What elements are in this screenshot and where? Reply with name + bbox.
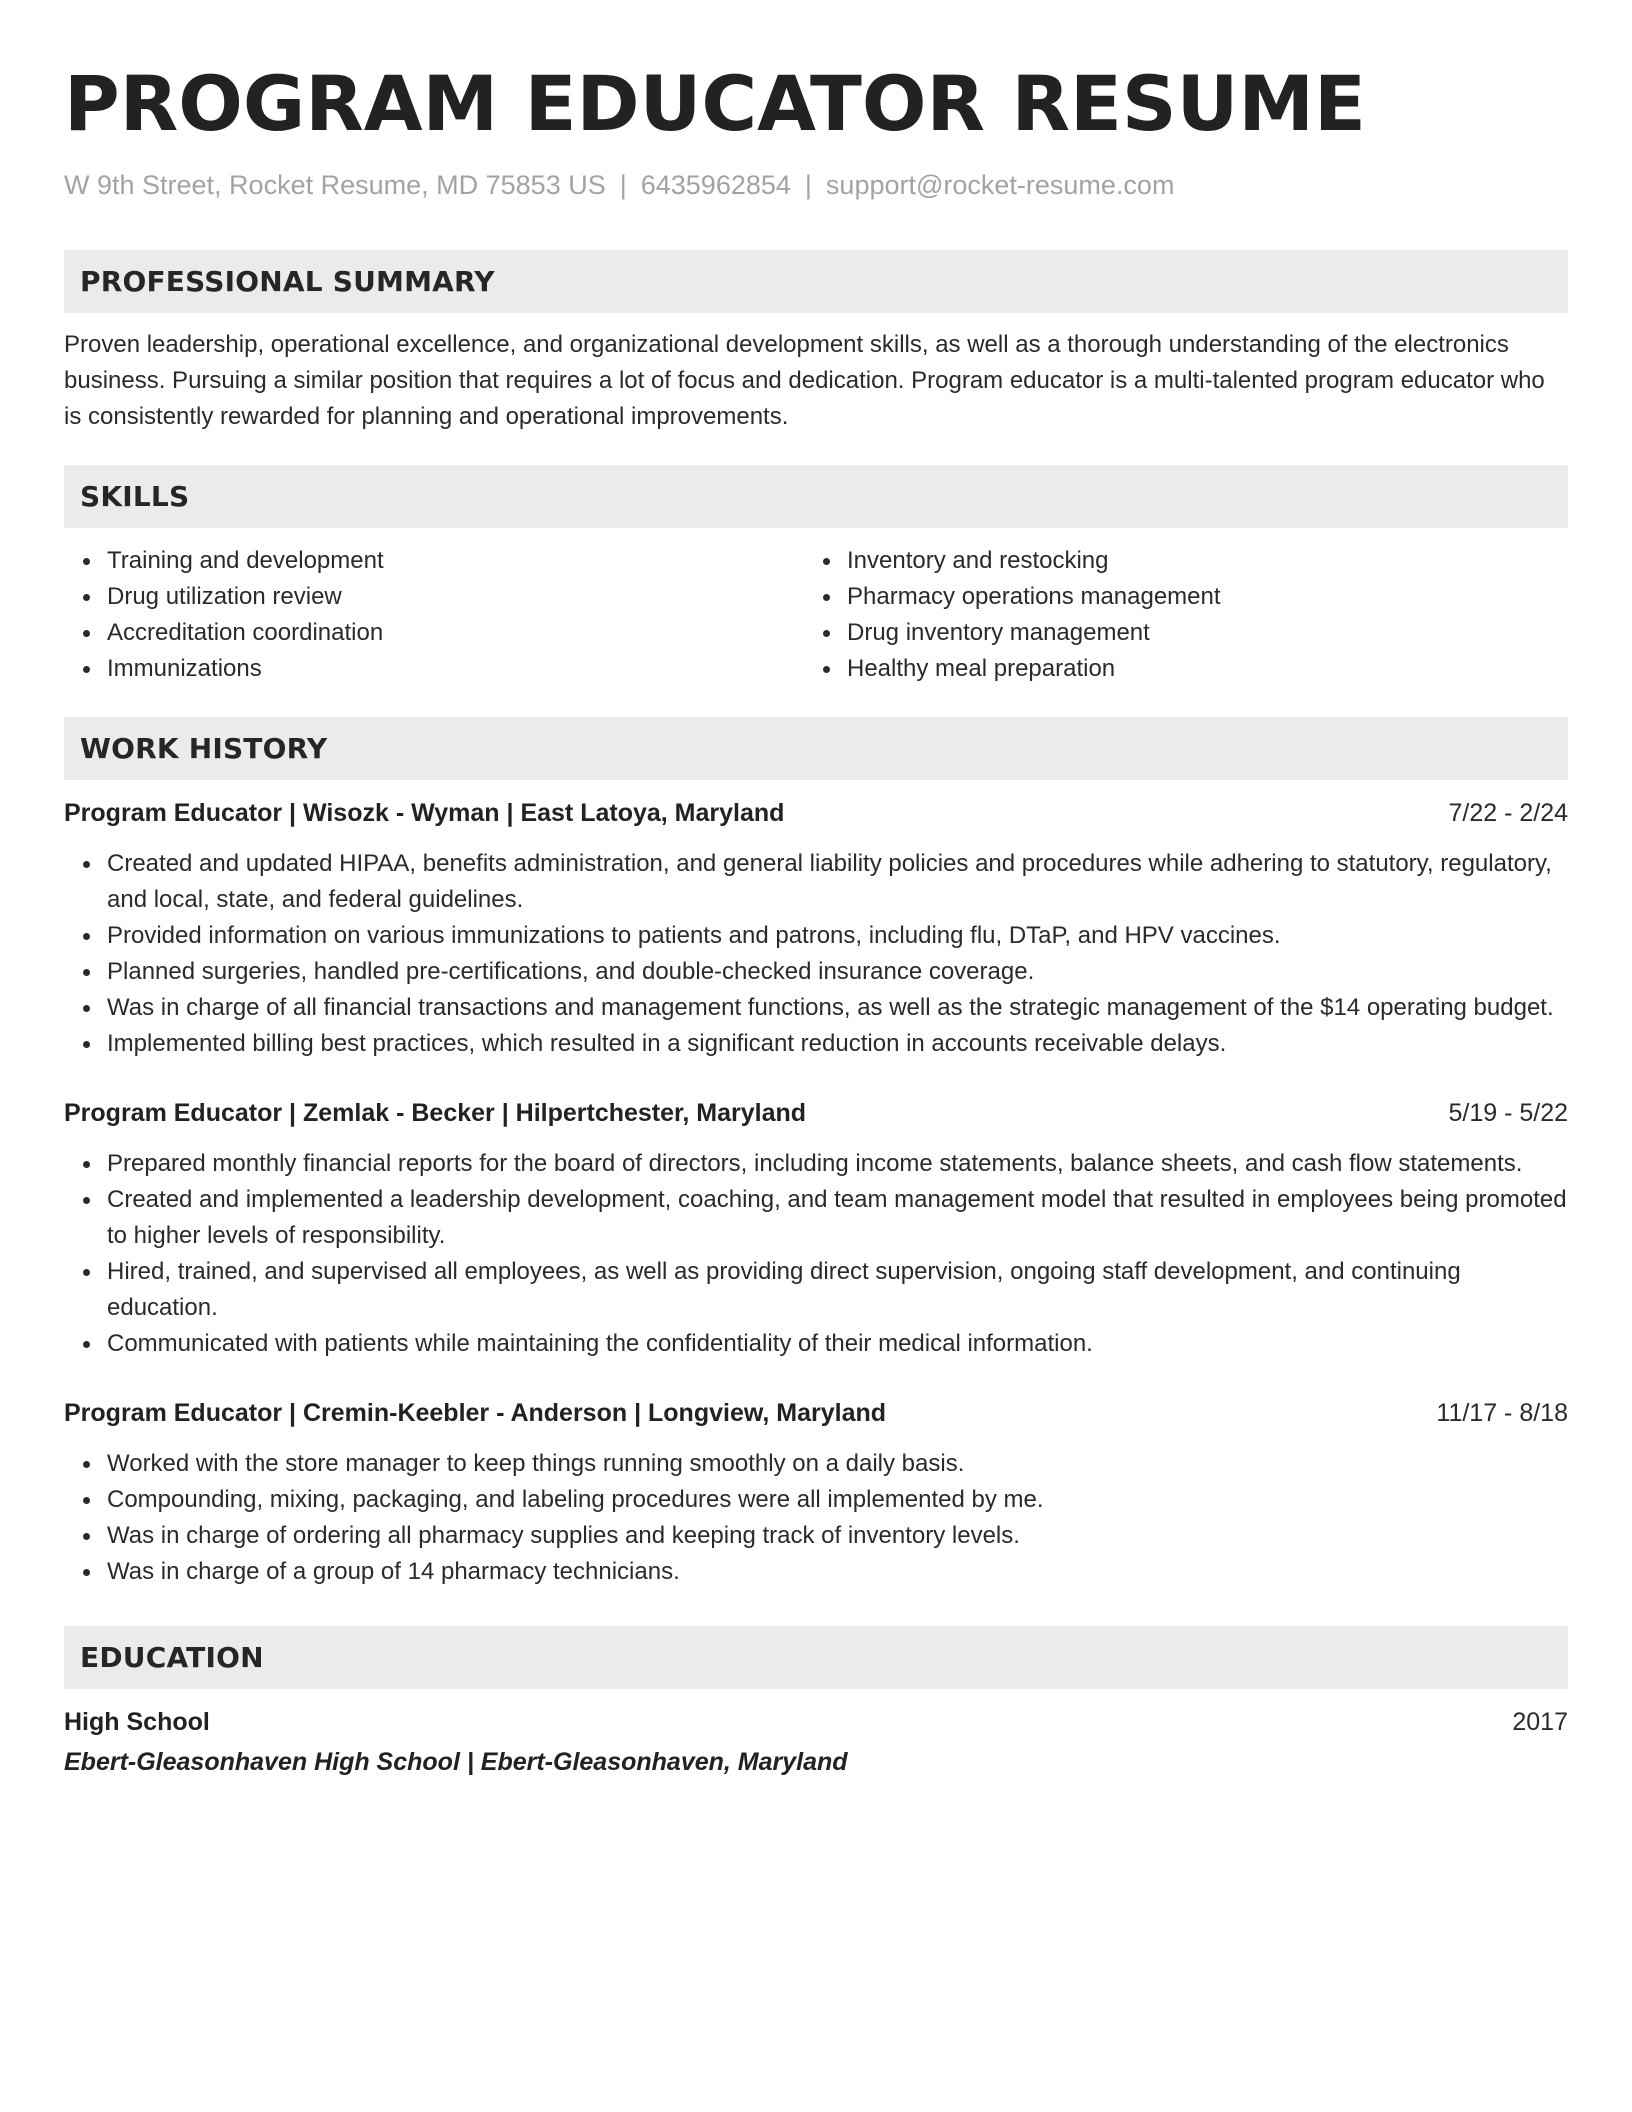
job-header [64, 1396, 1568, 1430]
skill-item: Inventory and restocking [847, 543, 1221, 579]
education-year: 2017 [1512, 1708, 1568, 1736]
job-duty: Created and updated HIPAA, benefits administration, and general liability policies and procedures while adhering to statutory, regulatory, and local, state, and federal guidelines. [107, 846, 1568, 918]
education-school: Ebert-Gleasonhaven High School | Ebert-Gleasonhaven, Maryland [64, 1748, 848, 1776]
job-duty: Worked with the store manager to keep things running smoothly on a daily basis. [107, 1446, 1568, 1482]
job-title: Program Educator | Wisozk - Wyman | East Latoya, Maryland [64, 799, 785, 827]
resume-title: PROGRAM EDUCATOR RESUME [64, 59, 1366, 148]
job-duty: Communicated with patients while maintaining the confidentiality of their medical information. [107, 1326, 1568, 1362]
job-entry [64, 1096, 1568, 1362]
skill-item: Training and development [107, 543, 804, 579]
job-entry [64, 796, 1568, 1062]
skills-list [64, 543, 1568, 687]
contact-separator: | [804, 170, 812, 200]
skills-column-left [64, 543, 804, 687]
job-header [64, 796, 1568, 830]
job-dates: 5/19 - 5/22 [1448, 1099, 1568, 1127]
job-duty: Was in charge of ordering all pharmacy supplies and keeping track of inventory levels. [107, 1518, 1568, 1554]
job-duty: Implemented billing best practices, which resulted in a significant reduction in accounts receivable delays. [107, 1026, 1568, 1062]
job-duties [64, 1446, 1568, 1590]
job-duty: Was in charge of all financial transactions and management functions, as well as the strategic management of the $14 operating budget. [107, 990, 1568, 1026]
job-duties [64, 1146, 1568, 1362]
contact-address: W 9th Street, Rocket Resume, MD 75853 US [64, 170, 606, 200]
education-header [64, 1705, 1568, 1739]
job-duty: Compounding, mixing, packaging, and labeling procedures were all implemented by me. [107, 1482, 1568, 1518]
skill-item: Pharmacy operations management [847, 579, 1221, 615]
skill-item: Drug utilization review [107, 579, 804, 615]
section-header-summary: PROFESSIONAL SUMMARY [64, 250, 1568, 313]
skills-column-right [804, 543, 1221, 687]
job-entry [64, 1396, 1568, 1590]
job-duties [64, 846, 1568, 1062]
job-duty: Created and implemented a leadership development, coaching, and team management model that resulted in employees being promoted to higher levels of responsibility. [107, 1182, 1568, 1254]
education-degree: High School [64, 1708, 210, 1736]
job-dates: 11/17 - 8/18 [1436, 1399, 1568, 1427]
contact-separator: | [619, 170, 627, 200]
education-entry [64, 1705, 1568, 1779]
section-header-work-history: WORK HISTORY [64, 717, 1568, 780]
job-duty: Provided information on various immunizations to patients and patrons, including flu, DTaP, and HPV vaccines. [107, 918, 1568, 954]
job-duty: Was in charge of a group of 14 pharmacy technicians. [107, 1554, 1568, 1590]
section-header-skills: SKILLS [64, 465, 1568, 528]
contact-email: support@rocket-resume.com [825, 170, 1175, 200]
job-header [64, 1096, 1568, 1130]
skill-item: Drug inventory management [847, 615, 1221, 651]
contact-phone: 6435962854 [640, 170, 791, 200]
section-header-education: EDUCATION [64, 1626, 1568, 1689]
job-dates: 7/22 - 2/24 [1448, 799, 1568, 827]
job-title: Program Educator | Zemlak - Becker | Hilpertchester, Maryland [64, 1099, 807, 1127]
skill-item: Healthy meal preparation [847, 651, 1221, 687]
job-title: Program Educator | Cremin-Keebler - Anderson | Longview, Maryland [64, 1399, 887, 1427]
skill-item: Accreditation coordination [107, 615, 804, 651]
skill-item: Immunizations [107, 651, 804, 687]
job-duty: Prepared monthly financial reports for the board of directors, including income statements, balance sheets, and cash flow statements. [107, 1146, 1568, 1182]
summary-text: Proven leadership, operational excellence, and organizational development skills, as well as a thorough understanding of the electronics business. Pursuing a similar position that requires a lot of focus and dedication. Program educator is a multi-talented program educator who is consistently rewarded for planning and operational improvements. [64, 331, 1545, 430]
contact-line [64, 168, 1568, 202]
job-duty: Planned surgeries, handled pre-certifications, and double-checked insurance coverage. [107, 954, 1568, 990]
job-duty: Hired, trained, and supervised all employees, as well as providing direct supervision, ongoing staff development, and continuing education. [107, 1254, 1568, 1326]
